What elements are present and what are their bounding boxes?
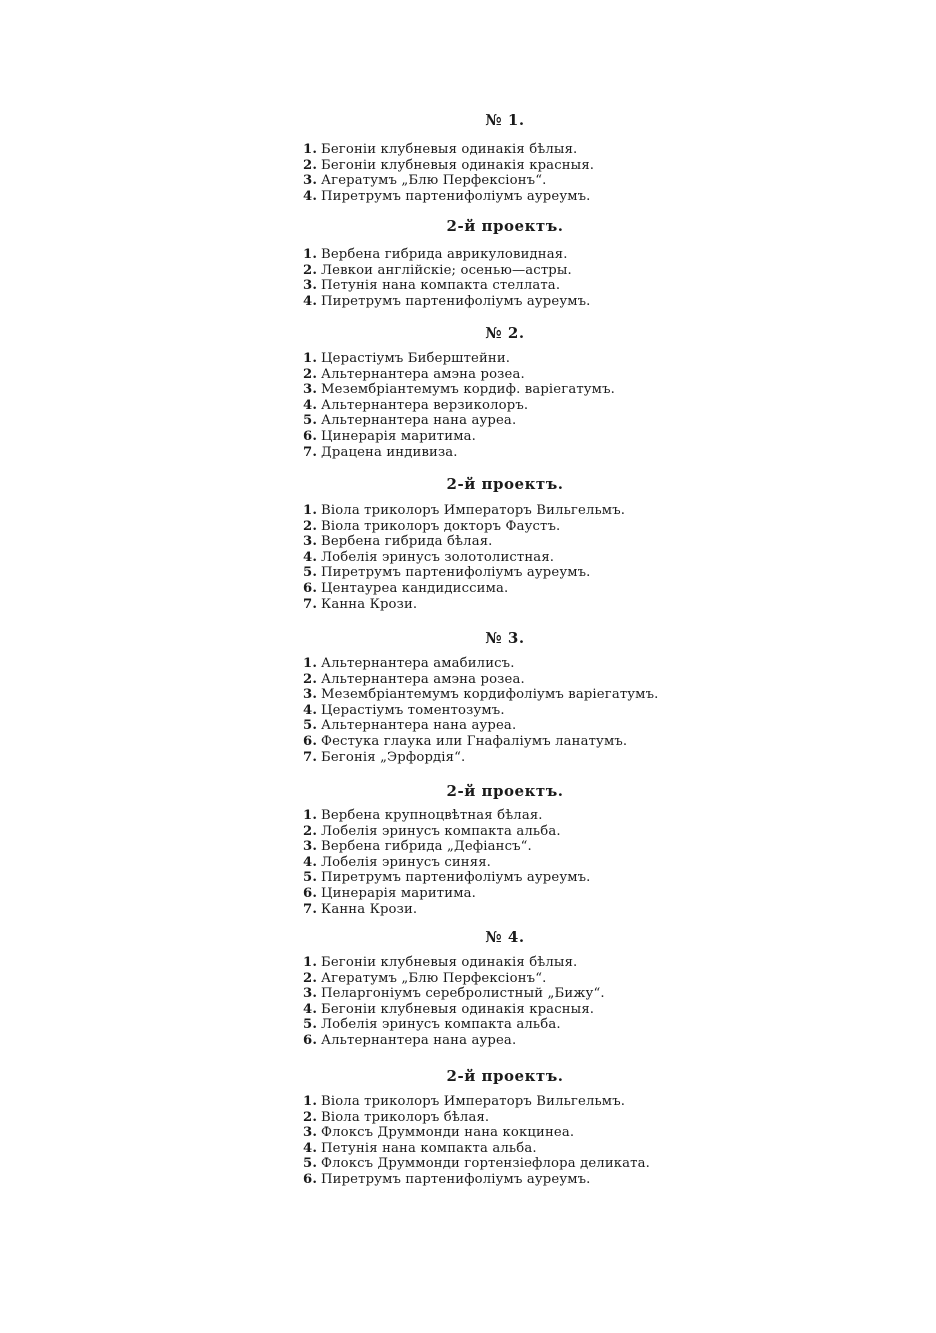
section-heading: № 2. <box>485 324 525 342</box>
plant-list <box>303 955 605 1049</box>
list-item: 2. Лобелія эринусъ компакта альба. <box>303 823 561 839</box>
list-item: 1. Альтернантера амабилисъ. <box>303 656 515 671</box>
list-item: 2. Бегоніи клубневыя одинакія красныя. <box>303 157 595 173</box>
plant-list <box>303 656 658 765</box>
list-item: 3. Вербена гибрида „Дефіансъ“. <box>303 839 532 855</box>
list-item: 1. Церастіумъ Биберштейни. <box>303 351 511 366</box>
list-item: 3. Пеларгоніумъ серебролистный „Бижу“. <box>303 986 605 1002</box>
list-item: 3. Вербена гибрида бѣлая. <box>303 534 493 550</box>
section-heading: № 4. <box>485 928 525 946</box>
plant-list <box>303 808 591 917</box>
plant-list <box>303 142 594 204</box>
list-item: 2. Віола триколоръ докторъ Фаустъ. <box>303 518 561 534</box>
list-item: 3. Мезембріантемумъ кордиф. варіегатумъ. <box>303 382 615 398</box>
list-item: 5. Флоксъ Друммонди гортензіефлора деликата. <box>303 1156 650 1172</box>
list-item: 6. Пиретрумъ партенифоліумъ ауреумъ. <box>303 1171 591 1187</box>
list-item: 7. Канна Крози. <box>303 901 418 917</box>
list-item: 4. Альтернантера верзиколоръ. <box>303 397 529 413</box>
plant-list <box>303 247 591 309</box>
list-item: 3. Флоксъ Друммонди нана кокцинеа. <box>303 1125 575 1141</box>
list-item: 6. Цинерарія маритима. <box>303 428 476 444</box>
section-heading: 2-й проектъ. <box>446 475 564 493</box>
list-item: 2. Віола триколоръ бѣлая. <box>303 1109 490 1125</box>
list-item: 5. Лобелія эринусъ компакта альба. <box>303 1017 561 1033</box>
list-item: 5. Альтернантера нана ауреа. <box>303 718 517 734</box>
list-item: 3. Агератумъ „Блю Перфексіонъ“. <box>303 173 547 189</box>
section-heading: № 3. <box>485 629 525 647</box>
list-item: 7. Бегонія „Эрфордія“. <box>303 749 466 765</box>
list-item: 5. Альтернантера нана ауреа. <box>303 413 517 429</box>
section-heading: 2-й проектъ. <box>446 1067 564 1085</box>
list-item: 4. Лобелія эринусъ золотолистная. <box>303 549 555 565</box>
list-item: 4. Церастіумъ томентозумъ. <box>303 702 505 718</box>
list-item: 2. Альтернантера амэна розеа. <box>303 366 525 382</box>
list-item: 6. Фестука глаука или Гнафаліумъ ланатумъ. <box>303 733 628 749</box>
list-item: 7. Драцена индивиза. <box>303 444 458 460</box>
list-item: 6. Центауреа кандидиссима. <box>303 580 509 596</box>
plant-list <box>303 1094 650 1188</box>
list-item: 7. Канна Крози. <box>303 596 418 612</box>
list-item: 4. Петунія нана компакта альба. <box>303 1140 537 1156</box>
section-heading: № 1. <box>485 111 525 129</box>
list-item: 1. Бегоніи клубневыя одинакія бѣлыя. <box>303 955 578 970</box>
section-heading: 2-й проектъ. <box>446 782 564 800</box>
plant-list <box>303 503 625 612</box>
list-item: 1. Віола триколоръ Императоръ Вильгельмъ. <box>303 1094 626 1109</box>
list-item: 2. Агератумъ „Блю Перфексіонъ“. <box>303 970 547 986</box>
list-item: 1. Вербена гибрида аврикуловидная. <box>303 247 568 262</box>
list-item: 4. Лобелія эринусъ синяя. <box>303 854 492 870</box>
list-item: 4. Пиретрумъ партенифоліумъ ауреумъ. <box>303 188 591 204</box>
list-item: 6. Цинерарія маритима. <box>303 885 476 901</box>
list-item: 2. Левкои англійскіе; осенью—астры. <box>303 262 572 278</box>
list-item: 1. Віола триколоръ Императоръ Вильгельмъ. <box>303 503 626 518</box>
section-heading: 2-й проектъ. <box>446 217 564 235</box>
list-item: 3. Петунія нана компакта стеллата. <box>303 278 561 294</box>
list-item: 4. Пиретрумъ партенифоліумъ ауреумъ. <box>303 293 591 309</box>
list-item: 1. Вербена крупноцвѣтная бѣлая. <box>303 808 543 823</box>
list-item: 4. Бегоніи клубневыя одинакія красныя. <box>303 1001 595 1017</box>
plant-list <box>303 351 615 460</box>
list-item: 6. Альтернантера нана ауреа. <box>303 1032 517 1048</box>
list-item: 5. Пиретрумъ партенифоліумъ ауреумъ. <box>303 565 591 581</box>
list-item: 1. Бегоніи клубневыя одинакія бѣлыя. <box>303 142 578 157</box>
list-item: 2. Альтернантера амэна розеа. <box>303 671 525 687</box>
list-item: 5. Пиретрумъ партенифоліумъ ауреумъ. <box>303 870 591 886</box>
list-item: 3. Мезембріантемумъ кордифоліумъ варіегатумъ. <box>303 687 659 703</box>
